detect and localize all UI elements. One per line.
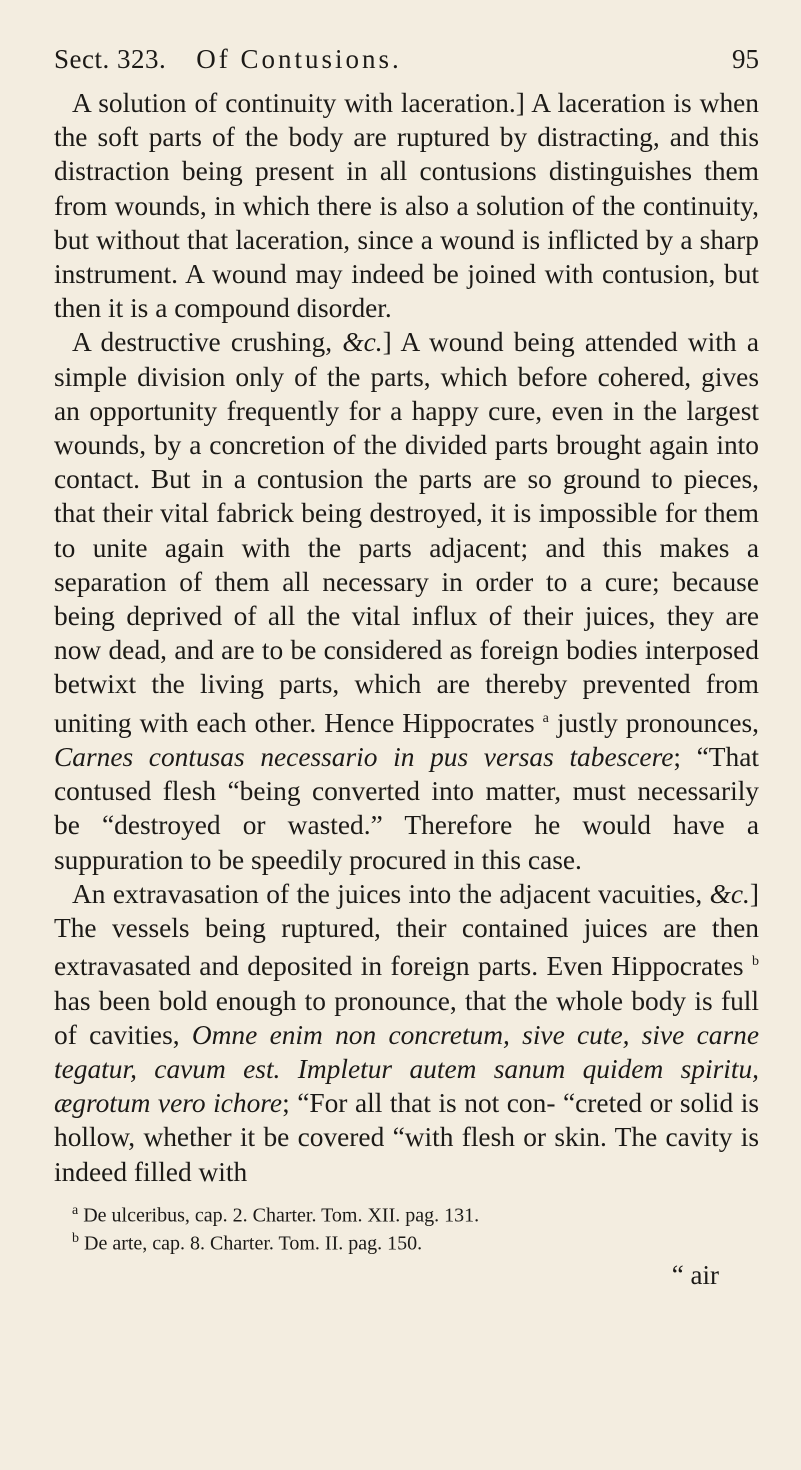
- footnote-mark: a: [72, 1202, 79, 1218]
- catchword: “ air: [671, 1260, 719, 1291]
- italic-text: Omne enim non concretum, sive cute, sive carne tegatur, cavum est. Impletur autem sanum quidem spiritu, ægrotum vero ichore: [54, 1019, 759, 1119]
- footnote-mark: b: [72, 1231, 79, 1247]
- text-run: ] A wound being attended with a simple division only of the parts, which before cohered, gives an opportunity frequently for a happy cure, even in the largest wounds, by a concretion of the divided parts brought again into contact. But in a contusion the parts are so ground to pieces, that their vital fabrick being destroyed, it is impossible for them to unite again with the parts adjacent; and this makes a separation of them all necessary in order to a cure; because being deprived of all the vital influx of their juices, they are now dead, and are to be considered as foreign bodies interposed betwixt the living parts, which are thereby prevented from uniting with each other. Hence Hippocrates: [54, 327, 759, 738]
- running-title: Of Contusions.: [196, 44, 402, 74]
- text-run: ; “That contused flesh “being converted into matter, must necessarily be “destroyed or wasted.” Therefore he would have a suppuration to be speedily procured in this case.: [54, 741, 759, 875]
- footnote-text: De ulceribus, cap. 2. Charter. Tom. XII. pag. 131.: [78, 1204, 480, 1227]
- body-text: [54, 86, 759, 1189]
- page-number: 95: [732, 44, 759, 74]
- text-run: An extravasation of the juices into the adjacent vacuities,: [72, 878, 710, 909]
- footnote-marker: b: [752, 954, 759, 970]
- italic-text: Carnes contusas necessario in pus versas tabescere: [54, 741, 674, 772]
- footnote: [72, 1227, 759, 1256]
- paragraph: [54, 877, 759, 1189]
- text-run: ; “For all that is not con- “creted or solid is hollow, whether it be covered “with flesh or skin. The cavity is indeed filled with: [54, 1088, 759, 1187]
- text-run: ] The vessels being ruptured, their contained juices are then extravasated and deposited in foreign parts. Even Hippocrates: [54, 878, 759, 982]
- section-number: Sect. 323.: [54, 44, 167, 74]
- text-run: has been bold enough to pronounce, that the whole body is full of cavities,: [54, 985, 759, 1050]
- footnotes: [54, 1199, 759, 1256]
- text-run: A solution of continuity with laceration.] A laceration is when the soft parts of the body are ruptured by distracting, and this distraction being present in all contusions distinguishes them from wounds, in which there is also a solution of the continuity, but without that laceration, since a wound is inflicted by a sharp instrument. A wound may indeed be joined with contusion, but then it is a compound disorder.: [54, 88, 759, 324]
- italic-text: &c.: [709, 878, 750, 909]
- footnote-marker: a: [542, 710, 549, 726]
- italic-text: &c.: [342, 327, 383, 358]
- footnote: [72, 1199, 759, 1228]
- running-header: [54, 44, 759, 78]
- paragraph: [54, 325, 759, 876]
- paragraph: [54, 86, 759, 325]
- text-run: A destructive crushing,: [72, 327, 343, 358]
- footnote-text: De arte, cap. 8. Charter. Tom. II. pag. 150.: [79, 1233, 423, 1256]
- text-run: justly pronounces,: [548, 707, 759, 738]
